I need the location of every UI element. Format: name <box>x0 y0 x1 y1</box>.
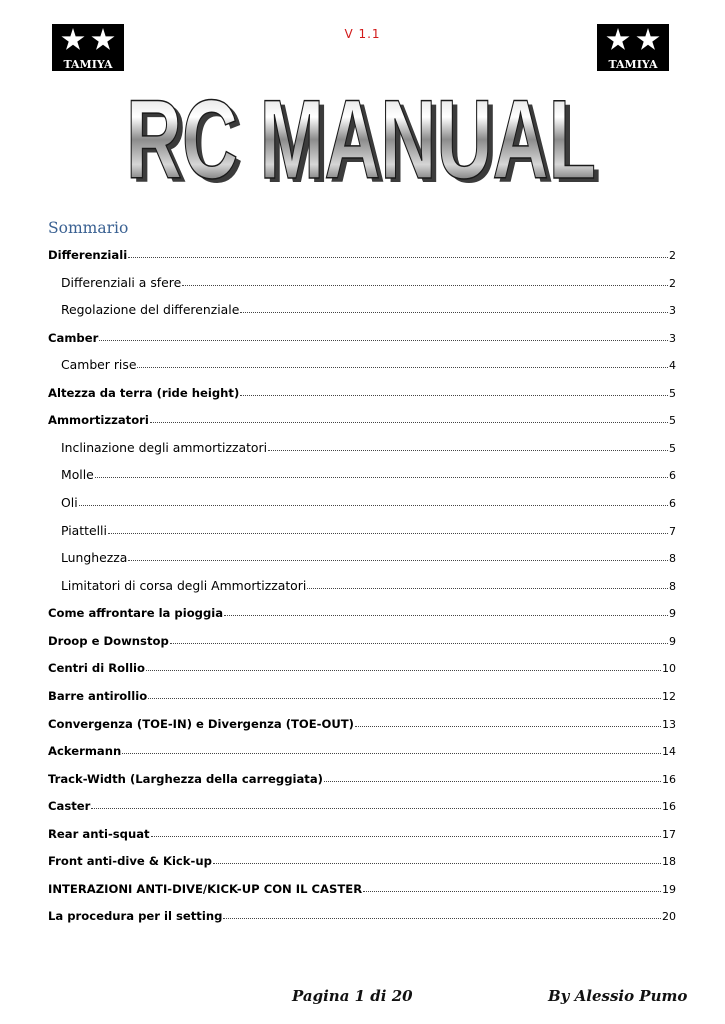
toc-entry-label: Altezza da terra (ride height) <box>48 385 240 400</box>
toc-entry-label: La procedura per il setting <box>48 909 223 924</box>
toc-entry-label: INTERAZIONI ANTI-DIVE/KICK-UP CON IL CASTER <box>48 881 363 896</box>
toc-entry-page: 17 <box>662 827 676 841</box>
toc-entry[interactable] <box>48 490 676 510</box>
toc-entry[interactable] <box>48 435 676 455</box>
toc-entry-label: Ammortizzatori <box>48 413 149 428</box>
toc-entry-page: 18 <box>662 855 676 869</box>
toc-dot-leader <box>151 836 661 837</box>
toc-dot-leader <box>79 505 668 506</box>
toc-entry-label: Come affrontare la pioggia <box>48 606 224 621</box>
toc-entry-page: 2 <box>669 276 676 290</box>
toc-entry-page: 16 <box>662 800 676 814</box>
toc-heading: Sommario <box>48 219 129 237</box>
toc-entry-page: 5 <box>669 414 676 428</box>
toc-entry-page: 14 <box>662 745 676 759</box>
toc-entry[interactable] <box>48 876 676 896</box>
toc-dot-leader <box>213 863 661 864</box>
toc-entry[interactable] <box>48 683 676 703</box>
toc-dot-leader <box>95 477 668 478</box>
toc-entry-page: 9 <box>669 634 676 648</box>
toc-dot-leader <box>307 588 668 589</box>
toc-entry[interactable] <box>48 628 676 648</box>
toc-entry[interactable] <box>48 242 676 262</box>
toc-entry[interactable] <box>48 462 676 482</box>
toc-dot-leader <box>223 918 661 919</box>
toc-entry[interactable] <box>48 270 676 290</box>
toc-entry-page: 13 <box>662 717 676 731</box>
toc-entry-page: 3 <box>669 304 676 318</box>
toc-dot-leader <box>224 615 668 616</box>
toc-entry[interactable] <box>48 848 676 868</box>
star-logo-icon <box>52 24 124 58</box>
toc-entry[interactable] <box>48 407 676 427</box>
banner-title-shadow: RC MANUAL <box>131 82 601 197</box>
toc-entry[interactable] <box>48 766 676 786</box>
toc-entry-label: Droop e Downstop <box>48 633 169 648</box>
toc-entry[interactable] <box>48 600 676 620</box>
toc-entry-page: 19 <box>662 882 676 896</box>
toc-entry[interactable] <box>48 545 676 565</box>
toc-entry-page: 5 <box>669 386 676 400</box>
toc-entry-label: Oli <box>61 495 78 511</box>
toc-entry-label: Differenziali <box>48 248 128 262</box>
toc-dot-leader <box>170 643 668 644</box>
toc-entry[interactable] <box>48 325 676 345</box>
tamiya-logo-right <box>597 24 669 72</box>
toc-entry-page: 8 <box>669 579 676 593</box>
toc-entry-label: Rear anti-squat <box>48 826 150 841</box>
toc-entry-label: Front anti-dive & Kick-up <box>48 854 212 869</box>
toc-entry-page: 16 <box>662 772 676 786</box>
toc-entry[interactable] <box>48 352 676 372</box>
toc-entry-page: 6 <box>669 497 676 511</box>
toc-entry-label: Piattelli <box>61 522 107 538</box>
toc-dot-leader <box>148 698 661 699</box>
toc-dot-leader <box>108 533 668 534</box>
toc-dot-leader <box>355 726 661 727</box>
toc-entry-page: 4 <box>669 359 676 373</box>
toc-entry-page: 2 <box>669 249 676 262</box>
toc-entry-label: Ackermann <box>48 744 122 759</box>
version-label: V 1.1 <box>344 27 381 41</box>
toc-entry-page: 12 <box>662 689 676 703</box>
banner-title-text: RC MANUAL <box>126 82 596 197</box>
toc-entry-label: Molle <box>61 467 94 483</box>
toc-entry[interactable] <box>48 297 676 317</box>
toc-entry[interactable] <box>48 573 676 593</box>
toc-entry[interactable] <box>48 738 676 758</box>
toc-entry[interactable] <box>48 821 676 841</box>
toc-entry-label: Inclinazione degli ammortizzatori <box>61 439 268 455</box>
toc-dot-leader <box>128 560 668 561</box>
toc-dot-leader <box>182 285 668 286</box>
toc-dot-leader <box>122 753 661 754</box>
toc-entry[interactable] <box>48 793 676 813</box>
toc-dot-leader <box>363 891 661 892</box>
toc-entry-label: Caster <box>48 799 91 814</box>
toc-entry-page: 5 <box>669 441 676 455</box>
toc-dot-leader <box>240 312 668 313</box>
toc-dot-leader <box>91 808 661 809</box>
toc-dot-leader <box>128 257 668 258</box>
toc-dot-leader <box>240 395 668 396</box>
toc-entry[interactable] <box>48 380 676 400</box>
toc-entry-page: 7 <box>669 524 676 538</box>
toc-entry-label: Limitatori di corsa degli Ammortizzatori <box>61 577 307 593</box>
toc-dot-leader <box>137 367 668 368</box>
toc-dot-leader <box>150 422 668 423</box>
toc-entry-page: 6 <box>669 469 676 483</box>
toc-entry-label: Camber rise <box>61 357 137 373</box>
toc-dot-leader <box>324 781 661 782</box>
toc-entry-page: 8 <box>669 552 676 566</box>
footer-page-number: Pagina 1 di 20 <box>292 987 413 1005</box>
toc-entry-label: Convergenza (TOE-IN) e Divergenza (TOE-OUT) <box>48 716 354 731</box>
tamiya-logo-left <box>52 24 124 72</box>
toc-dot-leader <box>99 340 668 341</box>
toc-entry-page: 20 <box>662 910 676 924</box>
toc-entry-label: Differenziali a sfere <box>61 274 182 290</box>
toc-entry-page: 3 <box>669 331 676 345</box>
toc-entry-label: Centri di Rollio <box>48 661 145 676</box>
toc-entry-label: Camber <box>48 330 99 345</box>
logo-brand-text: TAMIYA <box>52 58 124 71</box>
toc-entry-label: Track-Width (Larghezza della carreggiata) <box>48 771 323 786</box>
toc-entry-page: 9 <box>669 607 676 621</box>
toc-entry[interactable] <box>48 518 676 538</box>
toc-entry[interactable] <box>48 711 676 731</box>
footer-author: By Alessio Pumo <box>548 987 688 1005</box>
toc-entry-label: Regolazione del differenziale <box>61 302 240 318</box>
toc-entry-label: Lunghezza <box>61 550 128 566</box>
star-logo-icon <box>597 24 669 58</box>
toc-entry-page: 10 <box>662 662 676 676</box>
toc-dot-leader <box>146 670 661 671</box>
logo-brand-text: TAMIYA <box>597 58 669 71</box>
toc-entry[interactable] <box>48 903 676 923</box>
toc-entry[interactable] <box>48 655 676 675</box>
toc-dot-leader <box>268 450 668 451</box>
title-banner <box>123 82 603 197</box>
toc-entry-label: Barre antirollio <box>48 688 148 703</box>
